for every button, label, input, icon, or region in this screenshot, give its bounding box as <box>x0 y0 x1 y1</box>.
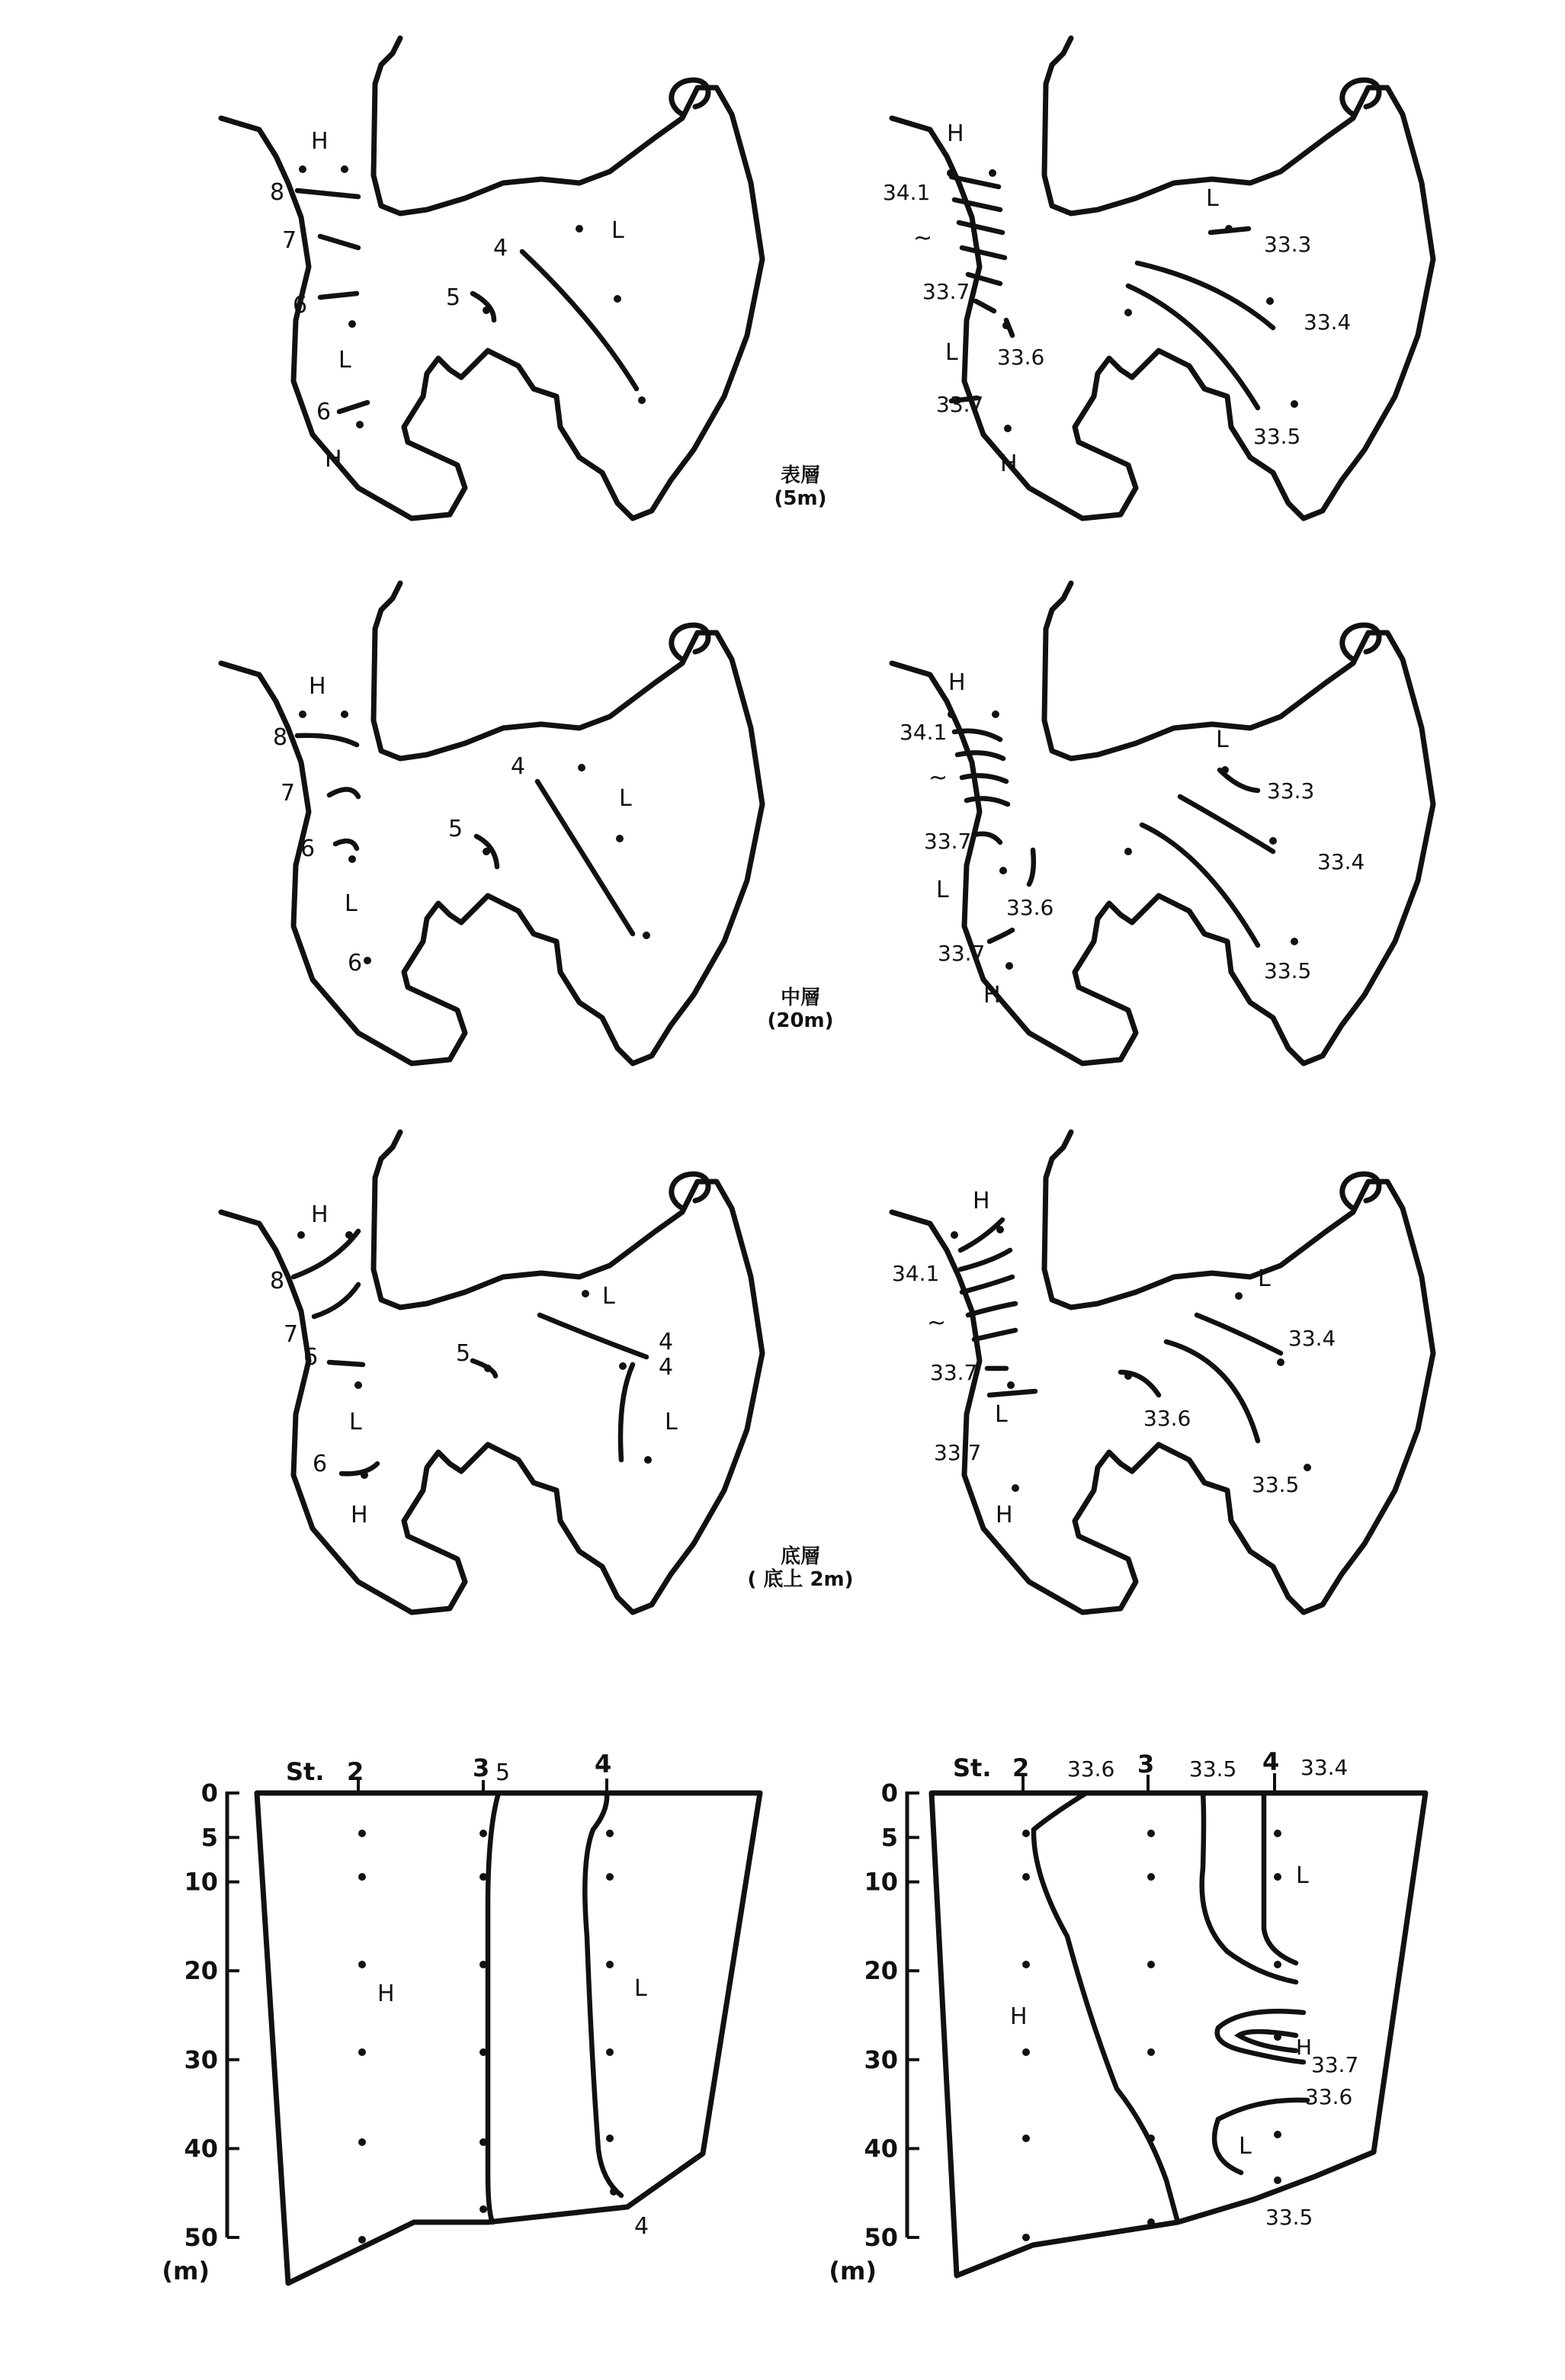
map-label: L <box>1206 185 1219 212</box>
map-label: 8 <box>270 179 285 206</box>
isohaline-line <box>1180 797 1273 852</box>
map-label: 33.7 <box>934 1440 982 1465</box>
map-label: 33.7 <box>924 829 972 854</box>
depth-axis <box>162 1779 239 2285</box>
map-label: 5 <box>456 1340 471 1367</box>
station-dot <box>616 835 624 842</box>
bottom-salinity-map <box>892 1132 1433 1612</box>
isohaline-line <box>957 752 1003 759</box>
map-label: H <box>309 673 326 700</box>
station-dot <box>948 710 955 718</box>
layer-caption-title: 中層 <box>780 986 821 1009</box>
station-dot <box>1124 309 1132 316</box>
station-dot <box>361 1471 368 1479</box>
map-label: 8 <box>270 1268 285 1294</box>
station-dot <box>1291 400 1298 408</box>
map-label: 6 <box>348 950 363 977</box>
station-dot <box>947 169 954 177</box>
station-dot <box>614 295 621 303</box>
station-dot <box>1277 1358 1284 1366</box>
middle-layer-row <box>221 583 1433 1063</box>
map-label: L <box>1216 727 1229 753</box>
isohaline-line <box>960 1220 1002 1250</box>
isohaline-line <box>1137 263 1273 328</box>
isohaline-line <box>968 274 1000 284</box>
station-dot <box>1269 837 1277 845</box>
depth-axis <box>829 1779 919 2285</box>
station-dot <box>996 1226 1004 1233</box>
station-dot <box>348 320 356 328</box>
section-label: 33.7 <box>1311 2052 1359 2077</box>
isohaline-line <box>1197 1315 1281 1353</box>
station-dot <box>638 396 646 404</box>
map-label: 4 <box>493 235 508 261</box>
station-dot <box>578 764 585 771</box>
station-dot <box>1291 938 1298 945</box>
map-label: 33.4 <box>1288 1326 1336 1351</box>
isohaline-line <box>989 930 1012 941</box>
station-dot <box>1124 1372 1132 1380</box>
isohaline-line <box>976 301 994 311</box>
depth-tick-label: 30 <box>184 2045 218 2074</box>
map-label: L <box>995 1401 1008 1428</box>
isotherm-line <box>297 736 357 745</box>
station-dot <box>1266 297 1274 305</box>
section-label: 33.5 <box>1265 2205 1313 2230</box>
map-label: 34.1 <box>900 720 948 745</box>
map-label: ~ <box>913 225 933 252</box>
map-label: 5 <box>446 284 461 311</box>
station-dot <box>1274 2131 1281 2138</box>
station-dot <box>999 867 1007 874</box>
section-label: 5 <box>495 1759 511 1786</box>
station-dot <box>1147 1961 1155 1968</box>
station-label: 3 <box>473 1753 490 1782</box>
map-label: L <box>945 339 958 366</box>
middle-salinity-map <box>892 583 1433 1063</box>
station-dot <box>1022 1961 1030 1968</box>
depth-tick-label: 50 <box>184 2223 218 2252</box>
layer-caption-title: 表層 <box>780 464 821 487</box>
map-label: 33.7 <box>930 1360 978 1385</box>
map-label: H <box>311 128 329 155</box>
depth-tick-label: 5 <box>200 1823 218 1852</box>
section-label: H <box>1296 2035 1313 2060</box>
station-label: 3 <box>1137 1750 1155 1779</box>
map-label: H <box>948 669 966 696</box>
station-dot <box>358 1830 366 1837</box>
station-dot <box>479 1961 487 1968</box>
map-label: 8 <box>273 724 288 751</box>
map-label: 6 <box>293 292 308 319</box>
isotherm-line <box>339 403 367 412</box>
station-dot <box>299 710 306 718</box>
isotherm-line <box>320 293 357 297</box>
surface-temperature-map <box>221 38 762 518</box>
map-label: H <box>325 446 342 473</box>
station-dot <box>358 1961 366 1968</box>
coastline-outline <box>221 583 762 1063</box>
map-label: ~ <box>928 765 948 791</box>
isotherm-line <box>342 1464 377 1474</box>
depth-tick-label: 20 <box>184 1956 218 1986</box>
map-label: 33.6 <box>997 345 1045 370</box>
map-label: 33.7 <box>922 279 970 304</box>
station-dot <box>358 2236 366 2244</box>
station-dot <box>1274 2033 1281 2041</box>
map-label: L <box>338 347 351 374</box>
station-dot <box>606 1873 614 1881</box>
station-dot <box>992 710 999 718</box>
isohaline-line <box>1214 2100 1307 2173</box>
depth-tick-label: 30 <box>864 2045 898 2074</box>
station-dot <box>1235 1292 1243 1300</box>
station-dot <box>299 165 306 173</box>
isotherm-line <box>522 252 637 389</box>
station-dot <box>479 2048 487 2056</box>
depth-tick-label: 10 <box>184 1867 218 1897</box>
map-label: 33.6 <box>1143 1406 1191 1431</box>
layer-caption-middle <box>767 986 833 1032</box>
station-dot <box>1147 1873 1155 1881</box>
section-label: 33.6 <box>1067 1756 1115 1782</box>
depth-tick-label: 50 <box>864 2223 898 2252</box>
station-dot <box>1022 1830 1030 1837</box>
isohaline-line <box>962 775 1006 781</box>
isotherm-line <box>329 789 358 797</box>
depth-unit: (m) <box>829 2257 877 2285</box>
station-label: 4 <box>1262 1747 1280 1776</box>
map-label: 33.4 <box>1304 310 1352 335</box>
depth-tick-label: 20 <box>864 1956 898 1986</box>
station-prefix: St. <box>286 1757 325 1786</box>
station-dot <box>1147 1830 1155 1837</box>
isohaline-line <box>959 223 1002 233</box>
station-label: 4 <box>595 1750 612 1779</box>
map-label: 5 <box>448 816 463 842</box>
map-label: 6 <box>313 1451 328 1477</box>
map-label: 34.1 <box>883 180 931 205</box>
map-label: H <box>1000 451 1018 477</box>
surface-salinity-map <box>883 38 1433 518</box>
station-dot <box>1004 425 1012 432</box>
map-label: 6 <box>303 1344 319 1371</box>
map-label: 33.7 <box>938 941 986 966</box>
station-dot <box>483 306 490 314</box>
coastline-outline <box>221 38 762 518</box>
station-dot <box>1221 766 1229 774</box>
isotherm-line <box>473 293 494 320</box>
isohaline-line <box>1029 850 1034 884</box>
station-dot <box>479 1830 487 1837</box>
station-dot <box>358 2138 366 2146</box>
isohaline-line <box>1034 1793 1178 2222</box>
layer-caption-bottom <box>747 1544 853 1591</box>
station-dot <box>606 1830 614 1837</box>
station-dot <box>1002 322 1010 329</box>
station-dot <box>345 1231 353 1239</box>
isohaline-line <box>954 200 1000 210</box>
depth-tick-label: 5 <box>880 1823 898 1852</box>
map-label: H <box>311 1201 329 1228</box>
station-dot <box>1022 2048 1030 2056</box>
layer-caption-depth: (5m) <box>774 487 827 510</box>
depth-tick-label: 0 <box>880 1779 898 1807</box>
isotherm-line <box>335 841 357 848</box>
map-label: L <box>345 890 358 917</box>
station-dot <box>582 1290 589 1297</box>
map-label: L <box>665 1409 678 1435</box>
layer-caption-surface <box>774 464 827 510</box>
map-label: H <box>983 982 1001 1009</box>
station-dot <box>356 421 364 428</box>
station-dot <box>1225 225 1233 233</box>
station-label: 2 <box>1012 1753 1030 1782</box>
station-dot <box>1304 1464 1311 1471</box>
depth-unit: (m) <box>162 2257 210 2285</box>
map-label: ~ <box>927 1310 947 1336</box>
station-dot <box>1147 2218 1155 2226</box>
isotherm-line <box>329 1362 363 1365</box>
salinity-cross-section <box>829 1747 1425 2285</box>
station-dot <box>1022 1873 1030 1881</box>
station-dot <box>619 1362 627 1370</box>
map-label: 6 <box>300 836 316 862</box>
station-dot <box>479 2205 487 2213</box>
depth-tick-label: 40 <box>184 2134 218 2163</box>
depth-tick-label: 40 <box>864 2134 898 2163</box>
station-dot <box>483 848 490 855</box>
map-label: 33.7 <box>936 392 984 417</box>
station-dot <box>606 2135 614 2142</box>
isotherm-line <box>297 191 358 197</box>
station-prefix: St. <box>953 1753 992 1782</box>
station-labels <box>286 1750 611 1793</box>
section-outline <box>257 1793 760 2283</box>
station-dot <box>341 710 348 718</box>
station-dot <box>1274 2176 1281 2184</box>
surface-layer-row <box>221 38 1433 518</box>
isotherm-line <box>585 1793 621 2196</box>
isotherm-line <box>540 1315 646 1357</box>
isohaline-line <box>974 834 1000 842</box>
section-label: L <box>1296 1862 1309 1889</box>
section-label: L <box>634 1975 647 2002</box>
station-dot <box>1012 1484 1019 1492</box>
map-label: 33.4 <box>1317 849 1365 874</box>
section-label: L <box>1239 2133 1252 2160</box>
isohaline-line <box>960 1250 1010 1269</box>
map-label: 4 <box>659 1354 674 1381</box>
station-dot <box>1274 1961 1281 1968</box>
station-dot <box>341 165 348 173</box>
station-dot <box>1022 2234 1030 2241</box>
map-label: L <box>349 1409 362 1435</box>
isotherm-line <box>621 1365 633 1460</box>
coastline-outline <box>892 583 1433 1063</box>
station-dot <box>479 1873 487 1881</box>
section-label: 4 <box>634 2213 649 2240</box>
map-label: L <box>611 217 624 244</box>
station-dot <box>610 2188 617 2196</box>
station-dot <box>358 1873 366 1881</box>
map-label: 7 <box>281 780 296 807</box>
section-label: 33.4 <box>1300 1755 1349 1780</box>
station-dot <box>354 1381 362 1389</box>
station-dot <box>1124 848 1132 855</box>
section-label: 33.5 <box>1189 1756 1237 1782</box>
section-label: H <box>1010 2003 1028 2030</box>
isohaline-line <box>962 248 1005 258</box>
map-label: 6 <box>316 399 332 425</box>
map-label: L <box>936 877 949 903</box>
station-dot <box>1022 2135 1030 2142</box>
station-dot <box>1274 1873 1281 1881</box>
map-label: 4 <box>659 1329 674 1355</box>
map-label: 7 <box>284 1321 299 1348</box>
section-label: H <box>377 1981 395 2007</box>
isohaline-line <box>1239 2032 1296 2051</box>
map-label: H <box>996 1502 1013 1528</box>
isohaline-line <box>974 1330 1015 1339</box>
map-label: H <box>973 1188 990 1214</box>
map-label: 33.3 <box>1267 778 1315 803</box>
station-dot <box>358 2048 366 2056</box>
station-dot <box>951 1231 958 1239</box>
map-label: 33.5 <box>1253 424 1301 449</box>
section-label: 33.6 <box>1305 2084 1353 2109</box>
station-dot <box>644 1456 652 1464</box>
isohaline-line <box>989 1391 1035 1395</box>
map-label: 33.5 <box>1252 1472 1300 1497</box>
map-label: 7 <box>282 227 297 254</box>
isohaline-line <box>967 798 1008 804</box>
map-label: 33.3 <box>1264 232 1312 257</box>
map-label: 33.5 <box>1264 958 1312 983</box>
station-dot <box>297 1231 305 1239</box>
map-label: H <box>947 120 964 147</box>
section-outline <box>932 1793 1425 2276</box>
station-dot <box>1147 2048 1155 2056</box>
station-dot <box>1005 962 1013 970</box>
station-dot <box>606 2048 614 2056</box>
station-dot <box>576 225 583 233</box>
map-label: 4 <box>511 753 526 780</box>
isotherm-line <box>314 1285 358 1317</box>
layer-caption-title: 底層 <box>780 1545 821 1568</box>
station-dot <box>1274 1830 1281 1837</box>
map-label: L <box>619 785 632 812</box>
station-dot <box>484 1365 492 1372</box>
map-label: H <box>351 1502 368 1528</box>
isotherm-line <box>488 1793 499 2222</box>
depth-tick-label: 0 <box>200 1779 218 1807</box>
layer-caption-depth: (20m) <box>767 1009 834 1032</box>
station-label: 2 <box>347 1757 364 1786</box>
depth-tick-label: 10 <box>864 1867 898 1897</box>
station-dot <box>1007 1381 1015 1389</box>
bottom-temperature-map <box>221 1132 762 1612</box>
station-dot <box>348 855 356 863</box>
station-dot <box>606 1961 614 1968</box>
isotherm-line <box>320 236 358 248</box>
map-label: L <box>1258 1265 1271 1292</box>
station-dot <box>364 957 371 964</box>
station-dot <box>1147 2135 1155 2142</box>
isohaline-line <box>962 1277 1012 1292</box>
map-label: L <box>602 1283 615 1310</box>
station-dot <box>989 169 996 177</box>
isohaline-line <box>968 1304 1015 1315</box>
map-label: 33.6 <box>1006 895 1054 920</box>
layer-caption-depth: ( 底上 2m) <box>747 1568 854 1591</box>
bottom-layer-row <box>221 1132 1433 1612</box>
station-dot <box>643 932 650 939</box>
map-label: 34.1 <box>892 1261 940 1286</box>
station-dot <box>479 2138 487 2146</box>
temperature-cross-section <box>162 1750 760 2285</box>
middle-temperature-map <box>221 583 762 1063</box>
